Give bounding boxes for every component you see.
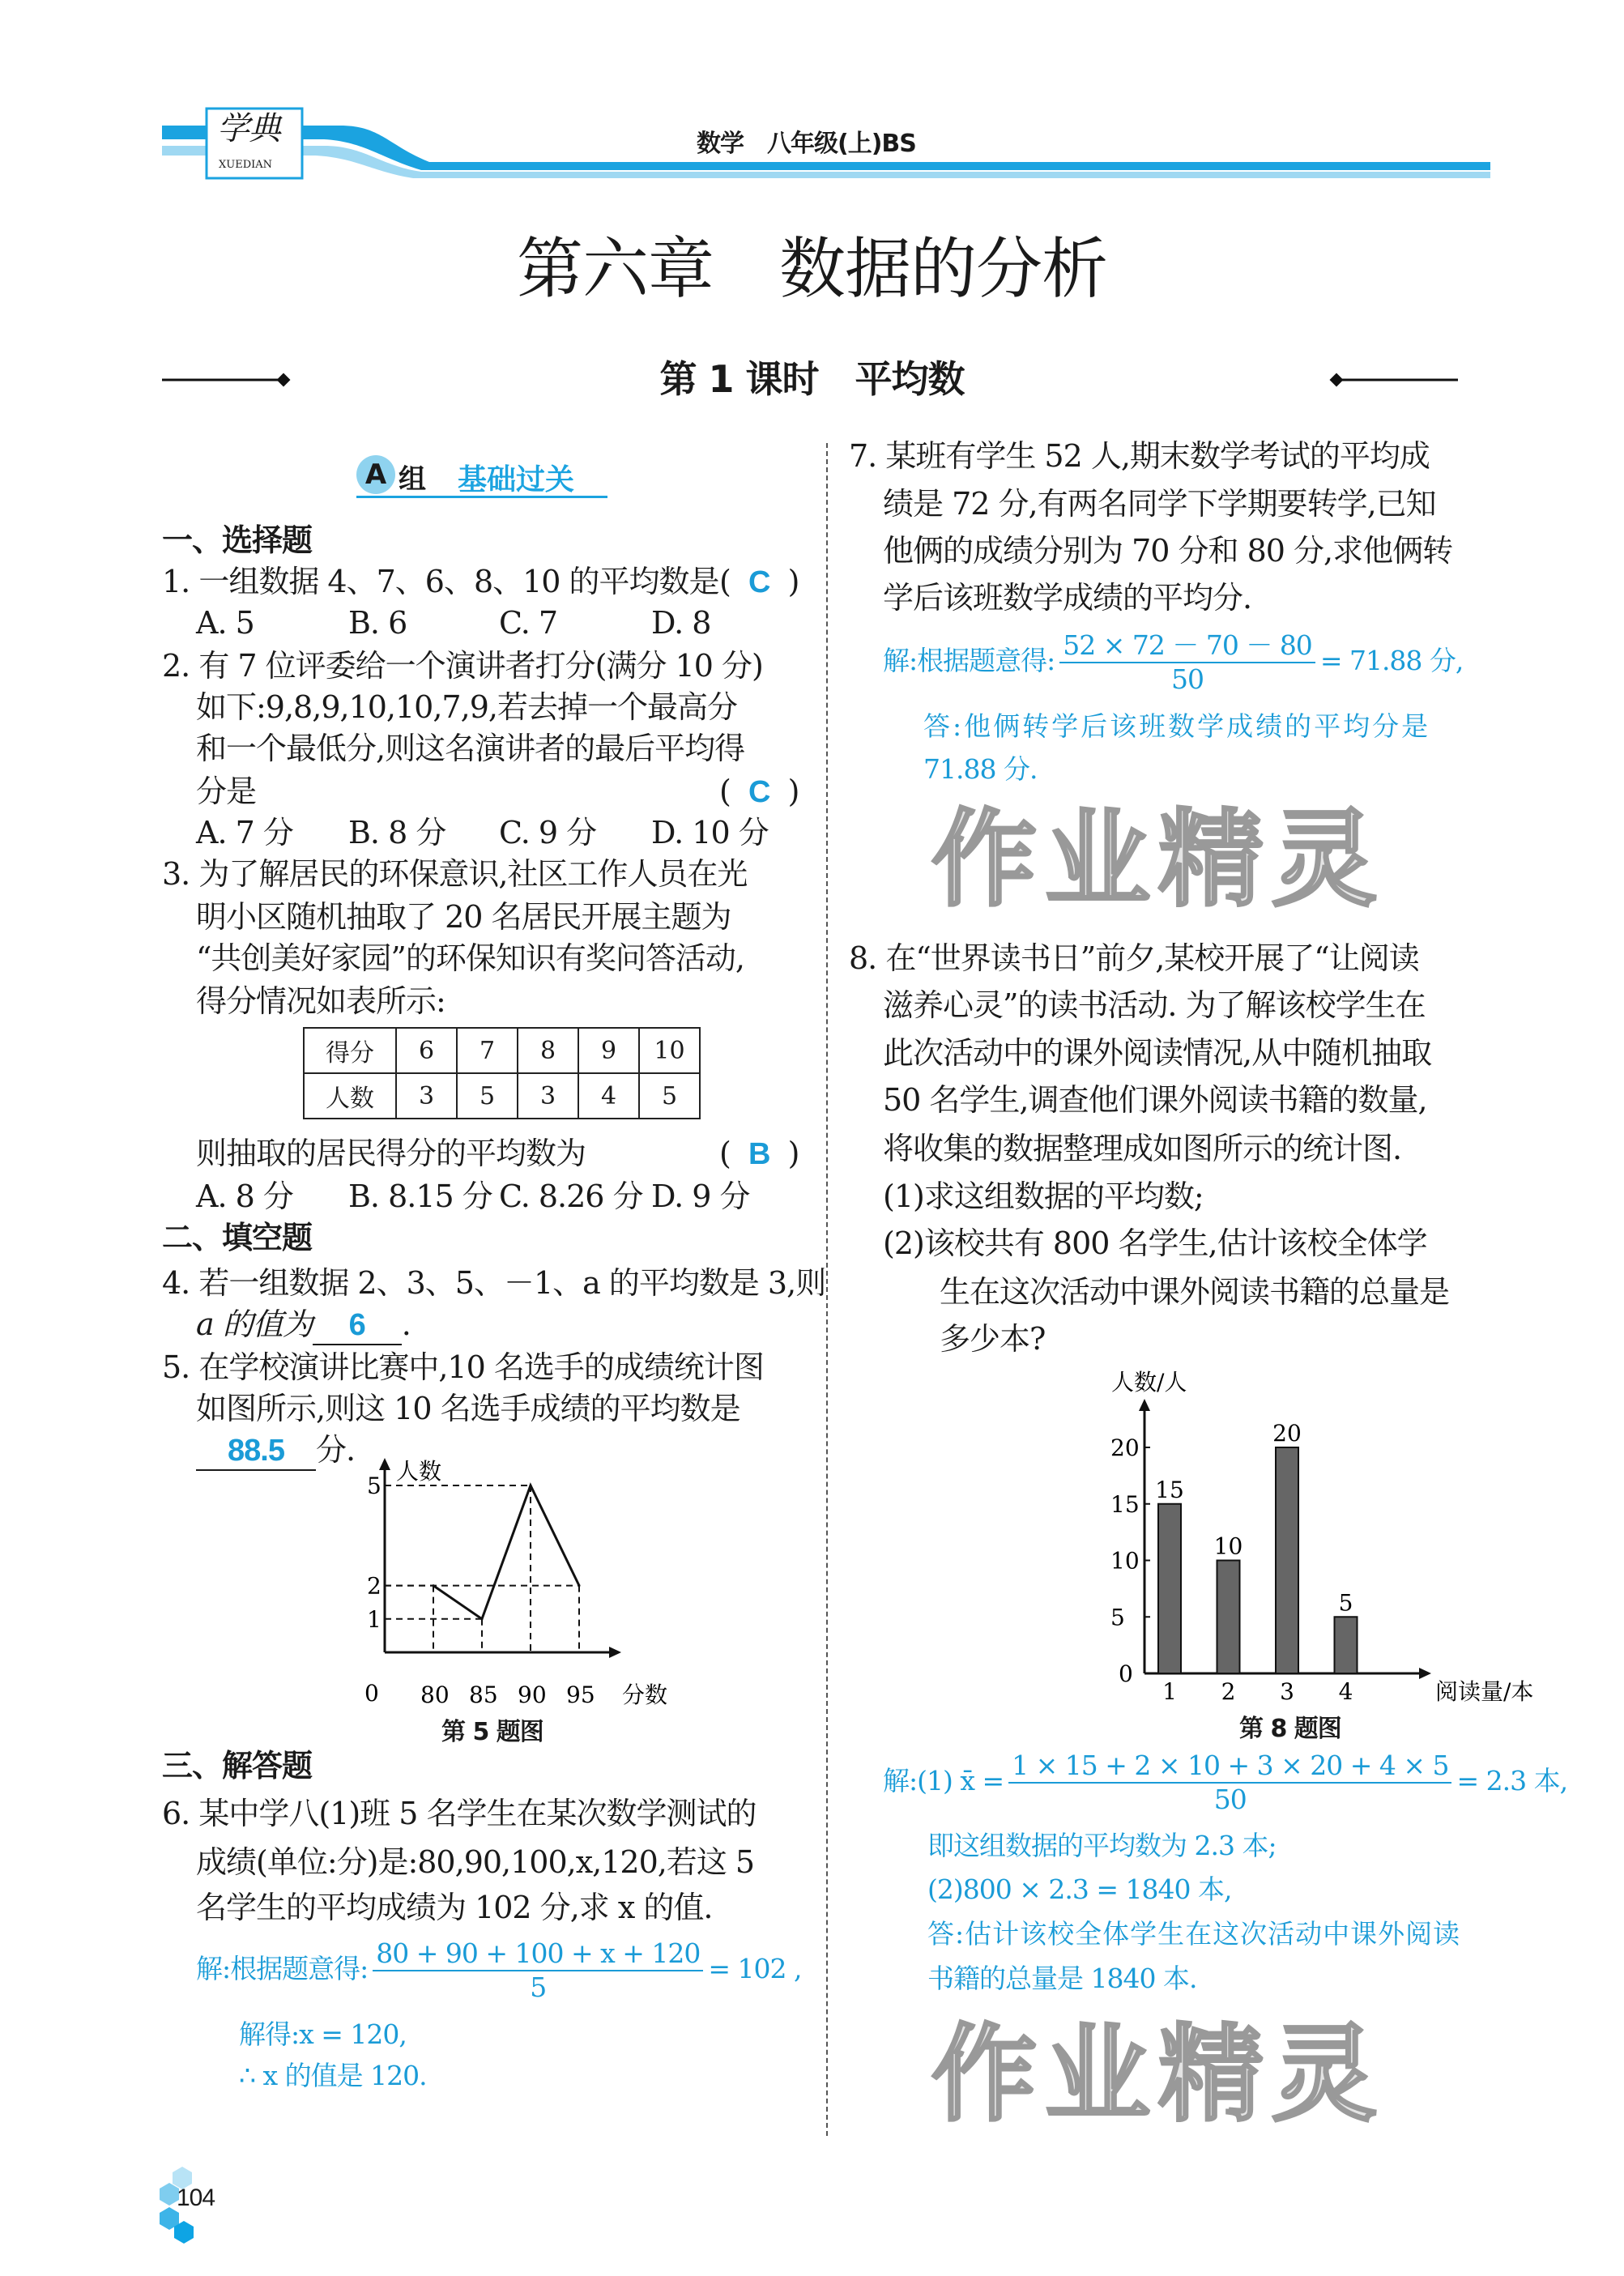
group-badge-word: 组 (399, 463, 426, 496)
y-axis-label: 人数 (396, 1458, 442, 1485)
table-row (304, 1073, 700, 1119)
data-point (530, 1485, 532, 1487)
q2-answer: C (748, 775, 770, 809)
q6-line: 成绩(单位:分)是:80,90,100,x,120,若这 5 (196, 1844, 755, 1880)
x-tick-label: 80 (420, 1681, 450, 1708)
x-tick-label: 2 (1221, 1678, 1236, 1705)
q5-suffix: 分. (316, 1432, 356, 1468)
q5-line3 (196, 1431, 355, 1471)
q8-sol-numerator: 1 × 15 + 2 × 10 + 3 × 20 + 4 × 5 (1008, 1750, 1451, 1784)
q8-line: 8. 在“世界读书日”前夕,某校开展了“让阅读 (849, 940, 1419, 976)
q6-sol-denominator: 5 (530, 1971, 547, 2003)
q4-line2 (196, 1306, 411, 1345)
table-cell: 3 (396, 1073, 457, 1119)
q3-line: 明小区随机抽取了 20 名居民开展主题为 (196, 899, 731, 935)
q3-option-c: C. 8.26 分 (499, 1178, 643, 1214)
q2-answer-paren: ( C ) (719, 774, 799, 809)
q2-line: 如下:9,8,9,10,10,7,9,若去掉一个最高分 (196, 689, 737, 725)
origin-label: 0 (1119, 1660, 1133, 1687)
q2-option-c: C. 9 分 (499, 815, 597, 850)
q2-line: 和一个最低分,则这名演讲者的最后平均得 (196, 731, 745, 766)
y-tick-label: 5 (367, 1473, 381, 1499)
q8-sol-denominator: 50 (1213, 1784, 1247, 1815)
q7-line: 他俩的成绩分别为 70 分和 80 分,求他俩转 (883, 533, 1453, 569)
table-cell: 5 (639, 1073, 700, 1119)
q3-option-a: A. 8 分 (196, 1178, 293, 1214)
q2-option-b: B. 8 分 (348, 815, 446, 850)
y-axis-arrow-icon (1139, 1399, 1150, 1411)
x-tick-label: 4 (1338, 1678, 1353, 1705)
q8-sub2: 多少本? (940, 1321, 1046, 1357)
q7-line: 学后该班数学成绩的平均分. (883, 580, 1252, 616)
page-number: 104 (177, 2184, 215, 2211)
bar-value-label: 5 (1338, 1589, 1353, 1617)
chart-q8-caption: 第 8 题图 (1239, 1715, 1341, 1743)
y-axis-label: 人数/人 (1111, 1369, 1187, 1396)
q8-sub2: 生在这次活动中课外阅读书籍的总量是 (940, 1274, 1450, 1310)
q7-sol-line3: 71.88 分. (923, 753, 1038, 785)
q5-line: 5. 在学校演讲比赛中,10 名选手的成绩统计图 (162, 1349, 764, 1385)
q8-line: 50 名学生,调查他们课外阅读书籍的数量, (883, 1082, 1427, 1118)
q2-line: 分是 (196, 774, 257, 809)
q8-sol-result: = 2.3 本, (1456, 1765, 1568, 1797)
q2-option-d: D. 10 分 (651, 815, 769, 850)
bar-value-label: 15 (1155, 1476, 1184, 1503)
q8-line: 滋养心灵”的读书活动. 为了解该校学生在 (883, 987, 1426, 1023)
q1-text: 1. 一组数据 4、7、6、8、10 的平均数是 (162, 564, 719, 599)
logo-subtext: XUEDIAN (219, 159, 273, 171)
chart-q5-caption: 第 5 题图 (441, 1718, 543, 1746)
q1-option-b: B. 6 (348, 605, 407, 641)
q6-sol-numerator: 80 + 90 + 100 + x + 120 (373, 1937, 703, 1971)
q8-sol-line5: 书籍的总量是 1840 本. (927, 1963, 1197, 1994)
q3-answer-paren: ( B ) (719, 1136, 799, 1171)
y-tick-label: 5 (1110, 1604, 1125, 1631)
q8-sol-line4: 答:估计该校全体学生在这次活动中课外阅读 (927, 1918, 1461, 1950)
bar-value-label: 20 (1272, 1420, 1302, 1447)
q8-sol-prefix: 解:(1) x̄ = (883, 1765, 1004, 1797)
data-point (481, 1617, 484, 1620)
q7-sol-denominator: 50 (1171, 663, 1204, 695)
q1-option-a: A. 5 (196, 605, 254, 641)
data-point (433, 1584, 435, 1587)
q4-answer: 6 (348, 1308, 365, 1342)
q3-answer: B (748, 1137, 770, 1171)
section-fill: 二、填空题 (162, 1220, 313, 1255)
table-header-cell: 人数 (304, 1073, 396, 1119)
q2-option-a: A. 7 分 (196, 815, 293, 850)
bar (1335, 1617, 1358, 1673)
q7-sol-prefix: 解:根据题意得: (883, 645, 1055, 676)
q6-sol-line2: 解得:x = 120, (239, 2018, 407, 2050)
q6-line: 名学生的平均成绩为 102 分,求 x 的值. (196, 1890, 713, 1925)
logo-text: 学典 (217, 110, 280, 147)
y-tick-label: 10 (1110, 1547, 1140, 1575)
x-tick-label: 85 (469, 1681, 498, 1708)
chapter-title: 第六章 数据的分析 (516, 231, 1107, 308)
table-row (304, 1028, 700, 1073)
q2-line: 2. 有 7 位评委给一个演讲者打分(满分 10 分) (162, 648, 763, 684)
q4-prefix: a 的值为 (196, 1306, 313, 1342)
section-solve: 三、解答题 (162, 1748, 313, 1784)
q6-sol-result: = 102 , (708, 1953, 802, 1984)
section-choice: 一、选择题 (162, 522, 313, 558)
table-cell: 5 (457, 1073, 518, 1119)
x-axis-label: 分数 (622, 1681, 668, 1708)
q8-sub2: (2)该校共有 800 名学生,估计该校全体学 (883, 1225, 1427, 1261)
x-axis-arrow-icon (609, 1647, 621, 1658)
q4-suffix: . (401, 1306, 411, 1342)
x-tick-label: 3 (1280, 1678, 1294, 1705)
x-axis-arrow-icon (1419, 1668, 1431, 1679)
column-divider (826, 443, 828, 2136)
x-tick-label: 95 (566, 1681, 595, 1708)
table-cell: 4 (578, 1073, 639, 1119)
bar (1217, 1561, 1240, 1674)
watermark: 作业精灵 (931, 2013, 1386, 2136)
x-tick-label: 90 (518, 1681, 547, 1708)
watermark: 作业精灵 (931, 798, 1386, 921)
table-cell: 6 (396, 1028, 457, 1073)
q4-line: 4. 若一组数据 2、3、5、－1、a 的平均数是 3,则 (162, 1265, 826, 1301)
x-axis-label: 阅读量/本 (1435, 1678, 1534, 1705)
q1-option-c: C. 7 (499, 605, 558, 641)
bar (1158, 1504, 1181, 1673)
y-tick-label: 1 (367, 1605, 381, 1633)
q8-line: 将收集的数据整理成如图所示的统计图. (883, 1131, 1402, 1166)
lesson-title: 第 1 课时 平均数 (659, 357, 965, 401)
y-axis-arrow-icon (379, 1458, 390, 1470)
bar (1276, 1447, 1298, 1673)
q1-option-d: D. 8 (651, 605, 711, 641)
group-badge-title: 基础过关 (458, 463, 575, 497)
q3-option-b: B. 8.15 分 (348, 1178, 492, 1214)
bar-value-label: 10 (1213, 1532, 1243, 1560)
table-cell: 10 (639, 1028, 700, 1073)
q3-option-d: D. 9 分 (651, 1178, 750, 1214)
q6-sol-prefix: 解:根据题意得: (196, 1953, 369, 1984)
x-tick-label: 1 (1162, 1678, 1177, 1705)
q7-line: 7. 某班有学生 52 人,期末数学考试的平均成 (849, 438, 1430, 474)
q5-line: 如图所示,则这 10 名选手成绩的平均数是 (196, 1391, 740, 1426)
q6-solution (196, 1937, 801, 2004)
q6-sol-line3: ∴ x 的值是 120. (239, 2060, 427, 2091)
q1-answer: C (748, 565, 770, 599)
group-badge-letter: A (356, 455, 395, 494)
q8-solution (883, 1750, 1567, 1816)
q3-line: 得分情况如表所示: (196, 983, 445, 1019)
q3-line: “共创美好家园”的环保知识有奖问答活动, (196, 940, 744, 976)
group-badge (356, 455, 607, 498)
q7-line: 绩是 72 分,有两名同学下学期要转学,已知 (883, 486, 1436, 522)
data-point (578, 1584, 581, 1587)
q6-line: 6. 某中学八(1)班 5 名学生在某次数学测试的 (162, 1796, 757, 1831)
y-tick-label: 2 (367, 1572, 381, 1600)
table-cell: 3 (518, 1073, 578, 1119)
q8-line: 此次活动中的课外阅读情况,从中随机抽取 (883, 1035, 1432, 1071)
origin-label: 0 (364, 1680, 379, 1707)
q3-question: 则抽取的居民得分的平均数为 (196, 1136, 586, 1171)
q8-sol-line3: (2)800 × 2.3 = 1840 本, (927, 1873, 1232, 1905)
table-cell: 9 (578, 1028, 639, 1073)
table-header-cell: 得分 (304, 1028, 396, 1073)
q5-answer: 88.5 (228, 1434, 284, 1468)
q1-answer-paren: ( C ) (719, 564, 799, 599)
q7-solution (883, 629, 1463, 696)
table-cell: 7 (457, 1028, 518, 1073)
y-tick-label: 15 (1110, 1490, 1140, 1518)
header-subject: 数学 八年级(上)BS (697, 130, 916, 158)
q8-sub1: (1)求这组数据的平均数; (883, 1178, 1204, 1214)
y-tick-label: 20 (1110, 1434, 1140, 1461)
q7-sol-numerator: 52 × 72 － 70 － 80 (1059, 629, 1315, 663)
q7-sol-line2: 答:他俩转学后该班数学成绩的平均分是 (923, 710, 1431, 742)
q8-sol-line2: 即这组数据的平均数为 2.3 本; (927, 1830, 1277, 1861)
table-cell: 8 (518, 1028, 578, 1073)
q3-line: 3. 为了解居民的环保意识,社区工作人员在光 (162, 856, 748, 892)
score-table (303, 1027, 701, 1119)
series-line (433, 1485, 579, 1619)
q7-sol-result: = 71.88 分, (1319, 645, 1464, 676)
